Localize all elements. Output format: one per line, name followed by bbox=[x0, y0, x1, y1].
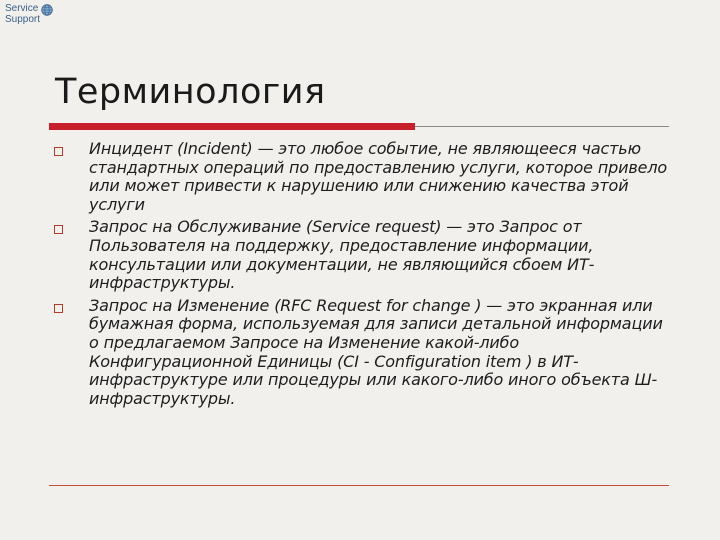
slide-title: Терминология bbox=[55, 72, 326, 112]
square-bullet-icon bbox=[54, 147, 63, 156]
bullet-list bbox=[52, 140, 672, 412]
globe-icon bbox=[41, 4, 53, 16]
list-item bbox=[52, 218, 672, 292]
square-bullet-icon bbox=[54, 304, 63, 313]
bullet-text: Инцидент (Incident) — это любое событие, не являющееся частью стандартных операций по предоставлению услуги, которое привело или может привести к нарушению или снижению качества этой услуги bbox=[89, 139, 668, 214]
service-support-logo bbox=[5, 3, 53, 25]
list-item bbox=[52, 297, 672, 409]
bullet-text: Запрос на Обслуживание (Service request) — это Запрос от Пользователя на поддержку, предоставление информации, консультации или документации, не являющийся сбоем ИТ-инфраструктуры. bbox=[89, 217, 595, 293]
footer-divider bbox=[49, 485, 669, 486]
title-accent-bar bbox=[49, 123, 415, 130]
bullet-text: Запрос на Изменение (RFC Request for change ) — это экранная или бумажная форма, используемая для записи детальной информации о предлагаемом Запросе на Изменение какой-либо Конфигурационной Единицы (CI - Configuration item ) в ИТ-инфраструктуре или процедуры или какого-либо иного объекта Ш-инфраструктуры. bbox=[89, 295, 663, 408]
square-bullet-icon bbox=[54, 225, 63, 234]
logo-text bbox=[5, 3, 40, 25]
list-item bbox=[52, 140, 672, 214]
logo-line-2: Support bbox=[5, 14, 41, 25]
logo-line-1: Service bbox=[5, 3, 39, 14]
